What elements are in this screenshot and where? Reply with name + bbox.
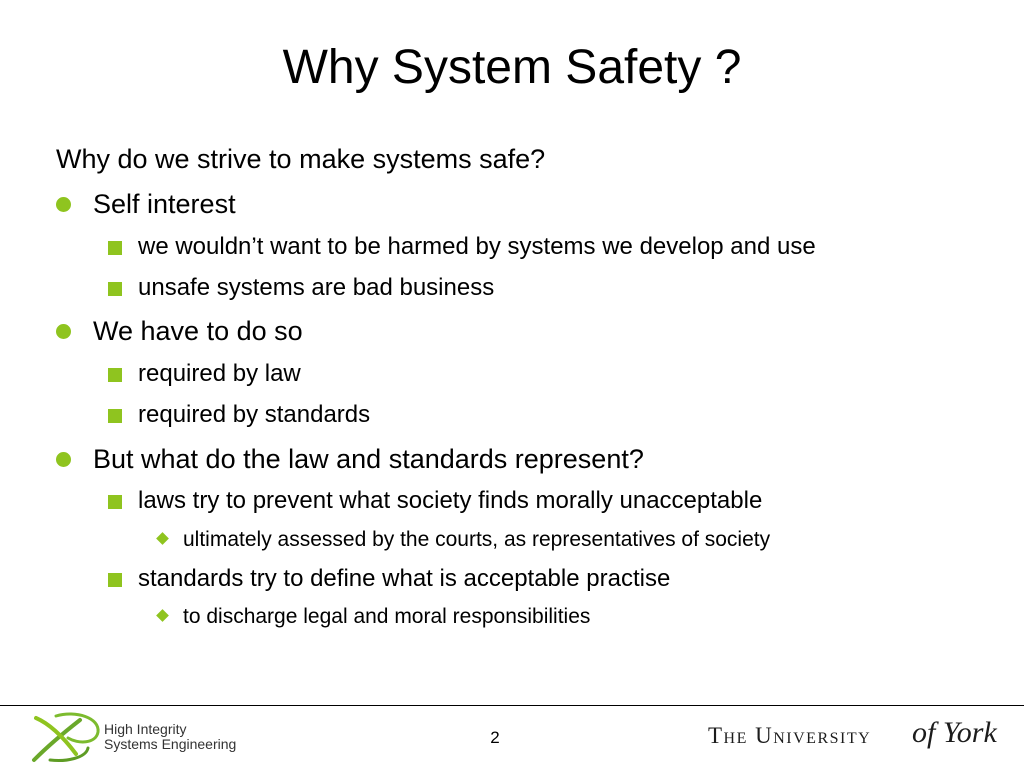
intro-question: Why do we strive to make systems safe? (56, 144, 546, 174)
diamond-bullet-icon (156, 532, 169, 545)
bullet-label: Self interest (93, 189, 236, 219)
sub-sub-bullet-label: ultimately assessed by the courts, as representatives of society (183, 528, 771, 551)
york-logo-prefix: The University (708, 723, 872, 748)
sub-sub-bullet-label: to discharge legal and moral responsibilities (183, 605, 591, 628)
sub-bullet-label: we wouldn’t want to be harmed by systems we develop and use (138, 233, 816, 260)
hise-logo-text (104, 722, 236, 752)
square-bullet-icon (108, 409, 122, 423)
square-bullet-icon (108, 241, 122, 255)
bullet-label: But what do the law and standards represent? (93, 444, 644, 474)
footer-divider (0, 705, 1024, 706)
hise-mark-icon (28, 710, 102, 764)
diamond-bullet-icon (156, 609, 169, 622)
hise-logo (28, 710, 268, 764)
york-logo-script: of York (912, 716, 997, 749)
page-number: 2 (490, 728, 500, 747)
round-bullet-icon (56, 324, 71, 339)
sub-bullet-label: standards try to define what is acceptable practise (138, 565, 671, 592)
university-of-york-logo (704, 713, 1004, 759)
round-bullet-icon (56, 452, 71, 467)
bullet-label: We have to do so (93, 316, 303, 346)
hise-logo-line2: Systems Engineering (104, 736, 237, 752)
sub-bullet-label: required by standards (138, 401, 371, 428)
sub-bullet-label: unsafe systems are bad business (138, 274, 495, 301)
round-bullet-icon (56, 197, 71, 212)
square-bullet-icon (108, 368, 122, 382)
sub-bullet-label: laws try to prevent what society finds morally unacceptable (138, 487, 763, 514)
sub-bullet-label: required by law (138, 360, 301, 387)
square-bullet-icon (108, 282, 122, 296)
square-bullet-icon (108, 495, 122, 509)
slide-title: Why System Safety ? (282, 41, 742, 94)
square-bullet-icon (108, 573, 122, 587)
hise-logo-line1: High Integrity (104, 721, 187, 737)
